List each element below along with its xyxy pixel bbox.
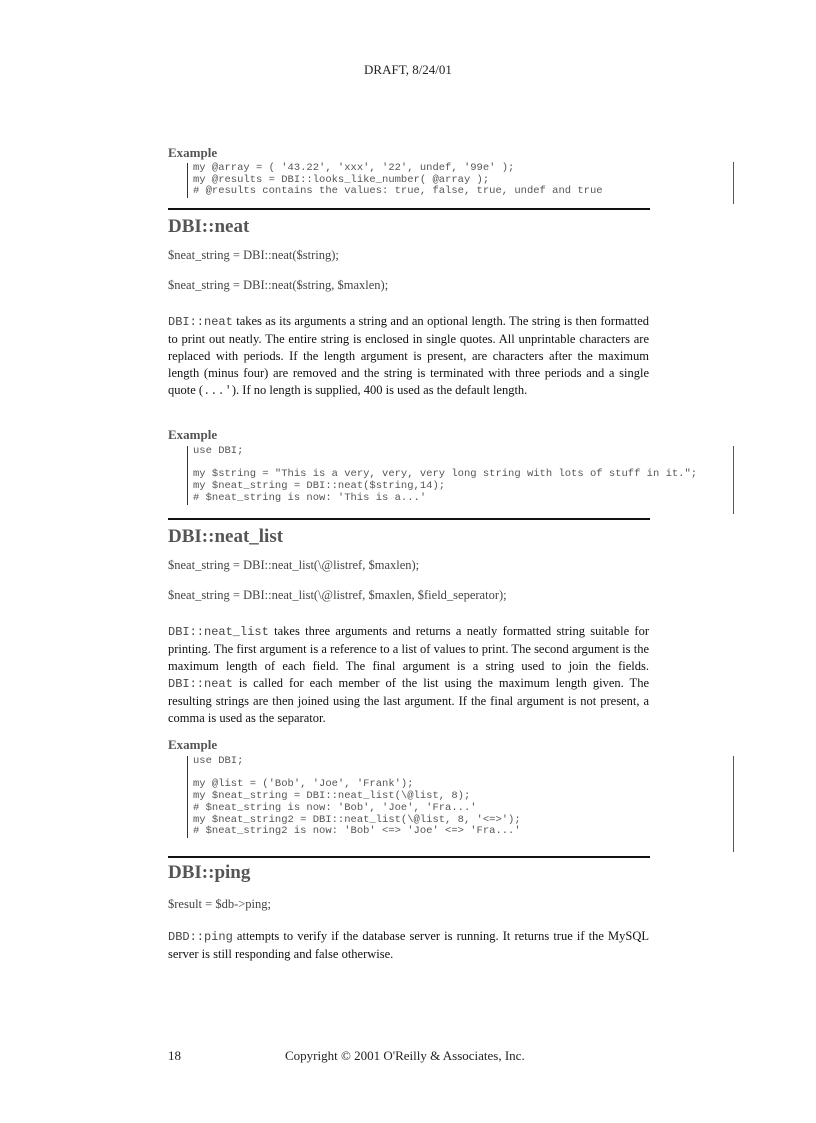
description-neat-list: DBI::neat_list takes three arguments and returns a neatly formatted string suitable for printing. The first argument is a reference to a list of values to print. The second argument is the maximum length of each field. The final argument is a string used to join the fields. DBI::neat is called for each member of the list using the maximum length given. The resulting strings are then joined using the last argument. If the final argument is not present, a comma is used as the separator. xyxy=(168,624,649,725)
description-ping: DBD::ping attempts to verify if the database server is running. It returns true if the MySQL server is still responding and false otherwise. xyxy=(168,929,649,961)
code-example-neat: use DBI; my $string = "This is a very, very, very long string with lots of stuff in it."; my $neat_string = DBI::neat($string,14); # $neat_string is now: 'This is a...' xyxy=(187,446,697,505)
example-label: Example xyxy=(168,145,218,160)
description-neat: DBI::neat takes as its arguments a string and an optional length. The string is then formatted to print out neatly. The entire string is enclosed in single quotes. All unprintable characters are replaced with periods. If the length argument is present, are characters after the maximum length (minus four) are removed and the string is terminated with three periods and a single quote (...'). If no length is supplied, 400 is used as the default length. xyxy=(168,314,649,398)
page-header: DRAFT, 8/24/01 xyxy=(364,62,452,77)
code-example-looks-like-number: my @array = ( '43.22', 'xxx', '22', undef, '99e' ); my @results = DBI::looks_like_number( @array ); # @results contains the values: true, false, true, undef and true xyxy=(187,163,603,198)
page-number: 18 xyxy=(168,1048,181,1063)
example-label: Example xyxy=(168,737,218,752)
inline-code: DBD::ping xyxy=(168,930,233,944)
section-rule xyxy=(168,856,650,858)
signature-neat-1: $neat_string = DBI::neat($string); xyxy=(168,248,339,262)
inline-code: DBI::neat xyxy=(168,677,233,691)
signature-neat-2: $neat_string = DBI::neat($string, $maxlen); xyxy=(168,278,389,292)
code-margin-bar xyxy=(733,446,734,514)
inline-code: DBI::neat xyxy=(168,315,233,329)
inline-code: ...' xyxy=(203,384,232,398)
section-rule xyxy=(168,208,650,210)
example-label: Example xyxy=(168,427,218,442)
section-title-neat-list: DBI::neat_list xyxy=(168,526,284,547)
inline-code: DBI::neat_list xyxy=(168,625,269,639)
section-rule xyxy=(168,518,650,520)
section-title-ping: DBI::ping xyxy=(168,862,251,883)
copyright-notice: Copyright © 2001 O'Reilly & Associates, Inc. xyxy=(285,1048,525,1063)
signature-ping: $result = $db->ping; xyxy=(168,897,271,911)
section-title-neat: DBI::neat xyxy=(168,216,250,237)
signature-neat-list-1: $neat_string = DBI::neat_list(\@listref, $maxlen); xyxy=(168,558,420,572)
code-margin-bar xyxy=(733,162,734,204)
code-margin-bar xyxy=(733,756,734,852)
code-example-neat-list: use DBI; my @list = ('Bob', 'Joe', 'Frank'); my $neat_string = DBI::neat_list(\@list, 8); # $neat_string is now: 'Bob', 'Joe', 'Fra...' my $neat_string2 = DBI::neat_list(\@list, 8, '<=>'); # $neat_string2 is now: 'Bob' <=> 'Joe' <=> 'Fra...' xyxy=(187,756,521,838)
signature-neat-list-2: $neat_string = DBI::neat_list(\@listref, $maxlen, $field_seperator); xyxy=(168,588,507,602)
